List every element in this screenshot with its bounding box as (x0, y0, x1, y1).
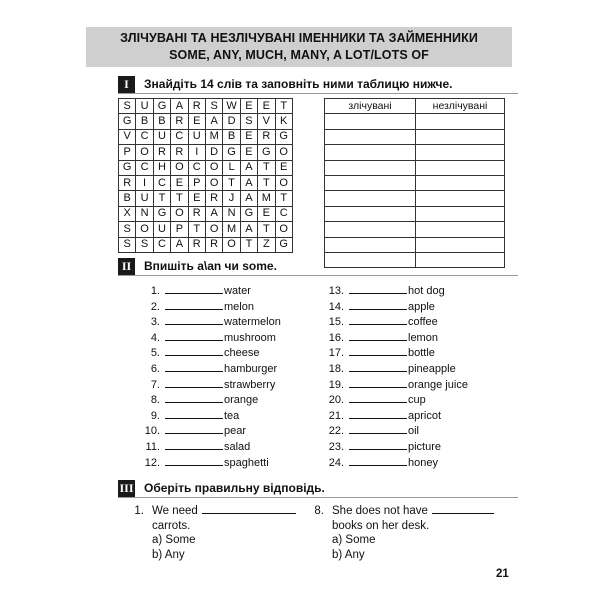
item-word: picture (408, 441, 442, 453)
item-number: 1. (150, 285, 160, 297)
fill-item (322, 283, 445, 298)
grid-cell[interactable]: P (119, 145, 136, 160)
section-3-rule (118, 497, 518, 498)
question-text-before: We need (152, 505, 198, 517)
option-a[interactable]: a) Some (332, 534, 376, 546)
item-word: oil (408, 425, 420, 438)
item-number: 6. (150, 363, 160, 375)
countable-cell[interactable] (325, 160, 416, 175)
answer-table-row (325, 129, 505, 144)
item-word: apricot (408, 409, 442, 422)
grid-cell[interactable]: B (136, 114, 153, 129)
grid-row (119, 222, 293, 237)
item-number: 17. (328, 347, 344, 360)
section-1-title: Знайдіть 14 слів та заповніть ними таблицю нижче. (144, 77, 453, 91)
question-text-before: She does not have (332, 505, 428, 517)
grid-cell[interactable]: G (153, 206, 170, 221)
grid-cell[interactable]: B (223, 129, 240, 144)
article-blank[interactable] (165, 361, 223, 372)
article-blank[interactable] (349, 408, 407, 419)
article-blank[interactable] (349, 283, 407, 294)
uncountable-cell[interactable] (416, 175, 505, 190)
grid-cell[interactable]: M (223, 222, 240, 237)
grid-cell[interactable]: A (240, 191, 257, 206)
countable-cell[interactable] (325, 237, 416, 252)
grid-cell[interactable]: A (205, 206, 222, 221)
grid-cell[interactable]: G (275, 237, 292, 252)
header-uncountable: незлічувані (416, 99, 505, 114)
grid-cell[interactable]: T (258, 160, 275, 175)
article-blank[interactable] (349, 423, 407, 434)
article-blank[interactable] (349, 345, 407, 356)
grid-cell[interactable]: A (171, 99, 188, 114)
grid-row (119, 206, 293, 221)
grid-cell[interactable]: G (119, 114, 136, 129)
uncountable-cell[interactable] (416, 114, 505, 129)
grid-cell[interactable]: M (205, 129, 222, 144)
item-word: cup (408, 394, 426, 407)
answer-table-header (325, 99, 505, 114)
article-blank[interactable] (349, 330, 407, 341)
grid-cell[interactable]: R (119, 175, 136, 190)
item-word: pineapple (408, 363, 456, 375)
grid-cell[interactable]: G (223, 145, 240, 160)
fill-item (140, 314, 281, 329)
grid-cell[interactable]: A (240, 160, 257, 175)
header-title: ЗЛІЧУВАНІ ТА НЕЗЛІЧУВАНІ ІМЕННИКИ ТА ЗАЙМЕННИКИ (120, 31, 478, 45)
article-blank[interactable] (165, 283, 223, 294)
section-2-marker: II (118, 258, 135, 275)
countable-cell[interactable] (325, 206, 416, 221)
item-number: 23. (328, 441, 344, 453)
grid-row (119, 191, 293, 206)
countable-cell[interactable] (325, 252, 416, 267)
answer-table-row (325, 191, 505, 206)
article-blank[interactable] (349, 439, 407, 450)
uncountable-cell[interactable] (416, 191, 505, 206)
grid-cell[interactable]: E (240, 99, 257, 114)
section-2-title: Впишіть a\an чи some. (144, 259, 277, 273)
uncountable-cell[interactable] (416, 129, 505, 144)
uncountable-cell[interactable] (416, 206, 505, 221)
grid-row (119, 160, 293, 175)
answer-table-row (325, 175, 505, 190)
countable-cell[interactable] (325, 129, 416, 144)
question-text-after: books on her desk. (332, 519, 430, 532)
grid-cell[interactable]: O (205, 222, 222, 237)
grid-cell[interactable]: J (223, 191, 240, 206)
item-number: 11. (145, 441, 160, 453)
answer-blank[interactable] (432, 503, 494, 514)
answer-blank[interactable] (202, 503, 296, 514)
grid-cell[interactable]: W (223, 99, 240, 114)
grid-cell[interactable]: V (258, 114, 275, 129)
grid-cell[interactable]: T (240, 237, 257, 252)
item-word: watermelon (224, 316, 281, 329)
grid-cell[interactable]: S (240, 114, 257, 129)
grid-cell[interactable]: S (119, 237, 136, 252)
grid-cell[interactable]: U (136, 99, 153, 114)
grid-cell[interactable]: R (205, 237, 222, 252)
article-blank[interactable] (165, 423, 223, 434)
grid-cell[interactable]: I (136, 175, 153, 190)
fill-item (140, 392, 258, 407)
grid-cell[interactable]: M (258, 191, 275, 206)
article-blank[interactable] (165, 439, 223, 450)
grid-cell[interactable]: R (188, 99, 205, 114)
grid-cell[interactable]: V (119, 129, 136, 144)
fill-item (322, 345, 435, 360)
fill-item (140, 377, 275, 392)
article-blank[interactable] (349, 392, 407, 403)
section-1-marker: I (118, 76, 135, 93)
fill-item (140, 345, 259, 360)
item-number: 12. (144, 456, 160, 469)
grid-cell[interactable]: E (240, 129, 257, 144)
grid-cell[interactable]: N (223, 206, 240, 221)
item-word: orange (224, 394, 259, 407)
grid-cell[interactable]: S (119, 222, 136, 237)
grid-cell[interactable]: D (223, 114, 240, 129)
grid-row (119, 145, 293, 160)
article-blank[interactable] (349, 361, 407, 372)
item-number: 3. (150, 316, 160, 329)
grid-cell[interactable]: R (153, 145, 170, 160)
item-number: 22. (328, 425, 344, 438)
item-word: lemon (408, 331, 438, 344)
uncountable-cell[interactable] (416, 252, 505, 267)
item-word: water (224, 285, 251, 297)
grid-cell[interactable]: O (205, 160, 222, 175)
answer-table-row (325, 222, 505, 237)
item-word: melon (224, 300, 254, 313)
article-blank[interactable] (165, 377, 223, 388)
option-a[interactable]: a) Some (152, 534, 196, 546)
item-word: cheese (224, 347, 260, 360)
fill-item (322, 377, 468, 392)
uncountable-cell[interactable] (416, 222, 505, 237)
countable-cell[interactable] (325, 191, 416, 206)
grid-cell[interactable]: G (153, 99, 170, 114)
item-word: salad (224, 441, 251, 453)
uncountable-cell[interactable] (416, 145, 505, 160)
grid-cell[interactable]: N (136, 206, 153, 221)
section-2-rule (118, 275, 518, 276)
grid-cell[interactable]: R (258, 129, 275, 144)
grid-cell[interactable]: L (223, 160, 240, 175)
article-blank[interactable] (349, 299, 407, 310)
item-word: orange juice (408, 378, 468, 391)
item-number: 7. (150, 378, 160, 391)
grid-cell[interactable]: I (188, 145, 205, 160)
grid-cell[interactable]: A (171, 237, 188, 252)
grid-cell[interactable]: G (275, 129, 292, 144)
grid-cell[interactable]: U (153, 222, 170, 237)
grid-cell[interactable]: T (153, 191, 170, 206)
page-header (86, 27, 512, 67)
grid-cell[interactable]: E (171, 175, 188, 190)
fill-item (140, 330, 276, 345)
grid-cell[interactable]: G (119, 160, 136, 175)
item-number: 21. (328, 409, 344, 422)
grid-cell[interactable]: U (153, 129, 170, 144)
answer-table-row (325, 145, 505, 160)
grid-row (119, 237, 293, 252)
grid-cell[interactable]: G (240, 206, 257, 221)
grid-cell[interactable]: R (205, 191, 222, 206)
article-blank[interactable] (165, 314, 223, 325)
grid-cell[interactable]: T (258, 222, 275, 237)
grid-cell[interactable]: O (275, 145, 292, 160)
article-blank[interactable] (349, 455, 407, 466)
countable-cell[interactable] (325, 114, 416, 129)
item-word: spaghetti (224, 456, 269, 469)
item-word: apple (408, 300, 435, 313)
article-blank[interactable] (165, 345, 223, 356)
grid-cell[interactable]: A (240, 222, 257, 237)
grid-cell[interactable]: K (275, 114, 292, 129)
grid-cell[interactable]: S (119, 99, 136, 114)
grid-cell[interactable]: Z (258, 237, 275, 252)
fill-item (140, 299, 254, 314)
grid-cell[interactable]: H (153, 160, 170, 175)
answer-table (324, 98, 505, 268)
answer-table-row (325, 160, 505, 175)
grid-row (119, 99, 293, 114)
article-blank[interactable] (165, 455, 223, 466)
grid-cell[interactable]: G (258, 145, 275, 160)
question-8 (302, 503, 494, 562)
item-number: 8. (150, 394, 160, 407)
section-3-title: Оберіть правильну відповідь. (144, 481, 325, 495)
fill-item (322, 314, 438, 329)
grid-cell[interactable]: E (188, 191, 205, 206)
article-blank[interactable] (165, 408, 223, 419)
grid-cell[interactable]: T (223, 175, 240, 190)
grid-cell[interactable]: C (136, 160, 153, 175)
grid-cell[interactable]: R (188, 237, 205, 252)
fill-item (322, 423, 419, 438)
section-1-rule (118, 93, 518, 94)
grid-cell[interactable]: B (153, 114, 170, 129)
uncountable-cell[interactable] (416, 237, 505, 252)
grid-cell[interactable]: C (153, 175, 170, 190)
grid-row (119, 175, 293, 190)
grid-cell[interactable]: O (136, 145, 153, 160)
grid-cell[interactable]: C (153, 237, 170, 252)
grid-cell[interactable]: C (171, 129, 188, 144)
grid-cell[interactable]: T (258, 175, 275, 190)
item-number: 10. (144, 425, 160, 438)
article-blank[interactable] (349, 314, 407, 325)
fill-item (322, 392, 426, 407)
header-countable: злічувані (325, 99, 416, 114)
countable-cell[interactable] (325, 222, 416, 237)
word-search-grid (118, 98, 293, 253)
fill-item (322, 439, 441, 454)
grid-cell[interactable]: B (119, 191, 136, 206)
grid-cell[interactable]: O (275, 222, 292, 237)
item-number: 15. (328, 316, 344, 329)
item-number: 24. (328, 456, 344, 469)
grid-cell[interactable]: S (136, 237, 153, 252)
item-number: 18. (328, 363, 344, 375)
fill-item (140, 439, 250, 454)
fill-item (322, 361, 456, 376)
item-word: hot dog (408, 285, 445, 297)
grid-cell[interactable]: O (171, 160, 188, 175)
article-blank[interactable] (165, 299, 223, 310)
fill-item (140, 361, 277, 376)
grid-cell[interactable]: E (275, 160, 292, 175)
grid-row (119, 114, 293, 129)
grid-cell[interactable]: A (240, 175, 257, 190)
grid-cell[interactable]: O (223, 237, 240, 252)
grid-cell[interactable]: C (275, 206, 292, 221)
fill-item (140, 423, 246, 438)
grid-cell[interactable]: E (240, 145, 257, 160)
item-number: 2. (150, 300, 160, 313)
fill-item (322, 455, 438, 470)
article-blank[interactable] (349, 377, 407, 388)
uncountable-cell[interactable] (416, 160, 505, 175)
fill-item (322, 299, 435, 314)
option-b[interactable]: b) Any (152, 548, 185, 561)
fill-item (140, 283, 251, 298)
item-number: 9. (150, 409, 160, 422)
grid-cell[interactable]: E (258, 99, 275, 114)
grid-cell[interactable]: T (188, 222, 205, 237)
grid-cell[interactable]: E (258, 206, 275, 221)
option-b[interactable]: b) Any (332, 548, 365, 561)
grid-cell[interactable]: U (136, 191, 153, 206)
item-number: 14. (328, 300, 344, 313)
section-3-marker: III (119, 481, 134, 495)
grid-cell[interactable]: U (188, 129, 205, 144)
grid-cell[interactable]: T (275, 99, 292, 114)
question-1 (122, 503, 296, 562)
countable-cell[interactable] (325, 145, 416, 160)
fill-item (322, 330, 438, 345)
answer-table-row (325, 237, 505, 252)
answer-table-row (325, 206, 505, 221)
countable-cell[interactable] (325, 175, 416, 190)
grid-cell[interactable]: T (171, 191, 188, 206)
grid-cell[interactable]: S (205, 99, 222, 114)
grid-cell[interactable]: O (275, 175, 292, 190)
item-word: strawberry (224, 378, 276, 391)
grid-cell[interactable]: O (136, 222, 153, 237)
item-number: 4. (150, 331, 160, 344)
item-number: 20. (328, 394, 344, 407)
item-word: pear (224, 425, 247, 438)
answer-table-row (325, 114, 505, 129)
item-word: bottle (408, 347, 435, 360)
grid-cell[interactable]: X (119, 206, 136, 221)
item-word: coffee (408, 316, 438, 329)
item-word: hamburger (224, 363, 278, 375)
grid-cell[interactable]: E (188, 114, 205, 129)
article-blank[interactable] (165, 330, 223, 341)
question-text-after: carrots. (152, 519, 191, 532)
grid-cell[interactable]: R (171, 114, 188, 129)
item-number: 16. (328, 331, 344, 344)
fill-item (322, 408, 441, 423)
fill-item (140, 408, 239, 423)
grid-cell[interactable]: C (188, 160, 205, 175)
grid-cell[interactable]: T (275, 191, 292, 206)
grid-cell[interactable]: O (171, 206, 188, 221)
grid-row (119, 129, 293, 144)
header-subtitle: SOME, ANY, MUCH, MANY, A LOT/LOTS OF (169, 48, 429, 62)
item-number: 5. (150, 347, 160, 360)
grid-cell[interactable]: P (188, 175, 205, 190)
article-blank[interactable] (165, 392, 223, 403)
grid-cell[interactable]: R (188, 206, 205, 221)
page-number: 21 (496, 568, 509, 580)
grid-cell[interactable]: A (205, 114, 222, 129)
item-number: 19. (328, 378, 344, 391)
grid-cell[interactable]: D (205, 145, 222, 160)
grid-cell[interactable]: P (171, 222, 188, 237)
item-word: tea (224, 409, 240, 422)
grid-cell[interactable]: C (136, 129, 153, 144)
fill-item (140, 455, 269, 470)
question-number: 8. (314, 505, 324, 517)
grid-cell[interactable]: R (171, 145, 188, 160)
item-word: mushroom (224, 331, 276, 344)
answer-table-row (325, 252, 505, 267)
item-number: 13. (328, 285, 344, 297)
question-number: 1. (134, 505, 144, 517)
grid-cell[interactable]: O (205, 175, 222, 190)
item-word: honey (408, 456, 438, 469)
